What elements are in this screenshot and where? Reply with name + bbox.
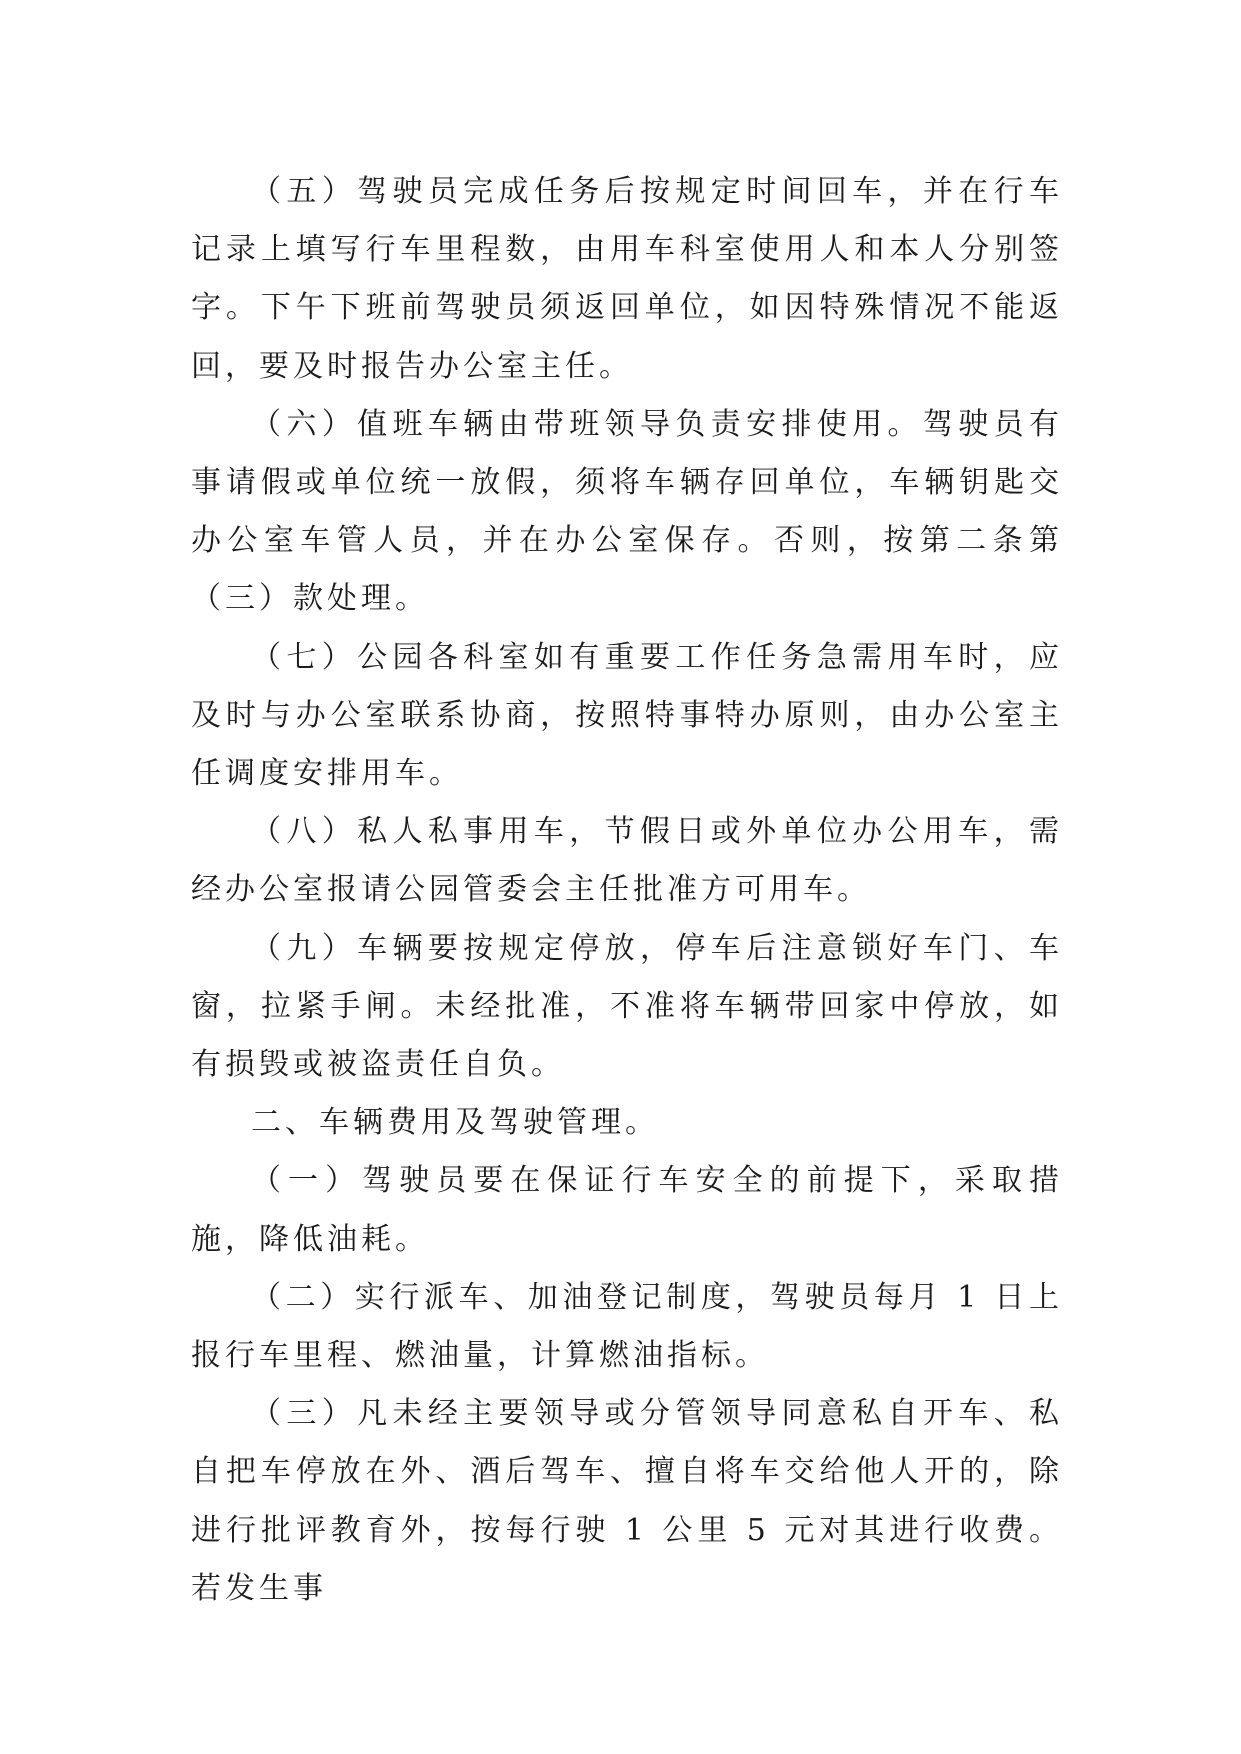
- section-heading: 二、车辆费用及驾驶管理。: [251, 1105, 659, 1141]
- paragraph-8: （八）私人私事用车，节假日或外单位办公用车，需经办公室报请公园管委会主任批准方可用车。: [191, 814, 1063, 908]
- paragraph-9: （九）车辆要按规定停放，停车后注意锁好车门、车窗，拉紧手闸。未经批准，不准将车辆带回家中停放，如有损毁或被盗责任自负。: [191, 930, 1063, 1083]
- paragraph-7: （七）公园各科室如有重要工作任务急需用车时，应及时与办公室联系协商，按照特事特办原则，由办公室主任调度安排用车。: [191, 639, 1063, 792]
- paragraph-6: （六）值班车辆由带班领导负责安排使用。驾驶员有事请假或单位统一放假，须将车辆存回单位，车辆钥匙交办公室车管人员，并在办公室保存。否则，按第二条第（三）款处理。: [191, 406, 1063, 617]
- document-body: [191, 163, 1063, 1618]
- paragraph-3: （三）凡未经主要领导或分管领导同意私自开车、私自把车停放在外、酒后驾车、擅自将车交给他人开的，除进行批评教育外，按每行驶 1 公里 5 元对其进行收费。若发生事: [191, 1396, 1063, 1606]
- paragraph-5: （五）驾驶员完成任务后按规定时间回车，并在行车记录上填写行车里程数，由用车科室使用人和本人分别签字。下午下班前驾驶员须返回单位，如因特殊情况不能返回，要及时报告办公室主任。: [191, 174, 1063, 384]
- paragraph-1: （一）驾驶员要在保证行车安全的前提下，采取措施，降低油耗。: [191, 1163, 1063, 1257]
- paragraph-2: （二）实行派车、加油登记制度，驾驶员每月 1 日上报行车里程、燃油量，计算燃油指标。: [191, 1279, 1063, 1374]
